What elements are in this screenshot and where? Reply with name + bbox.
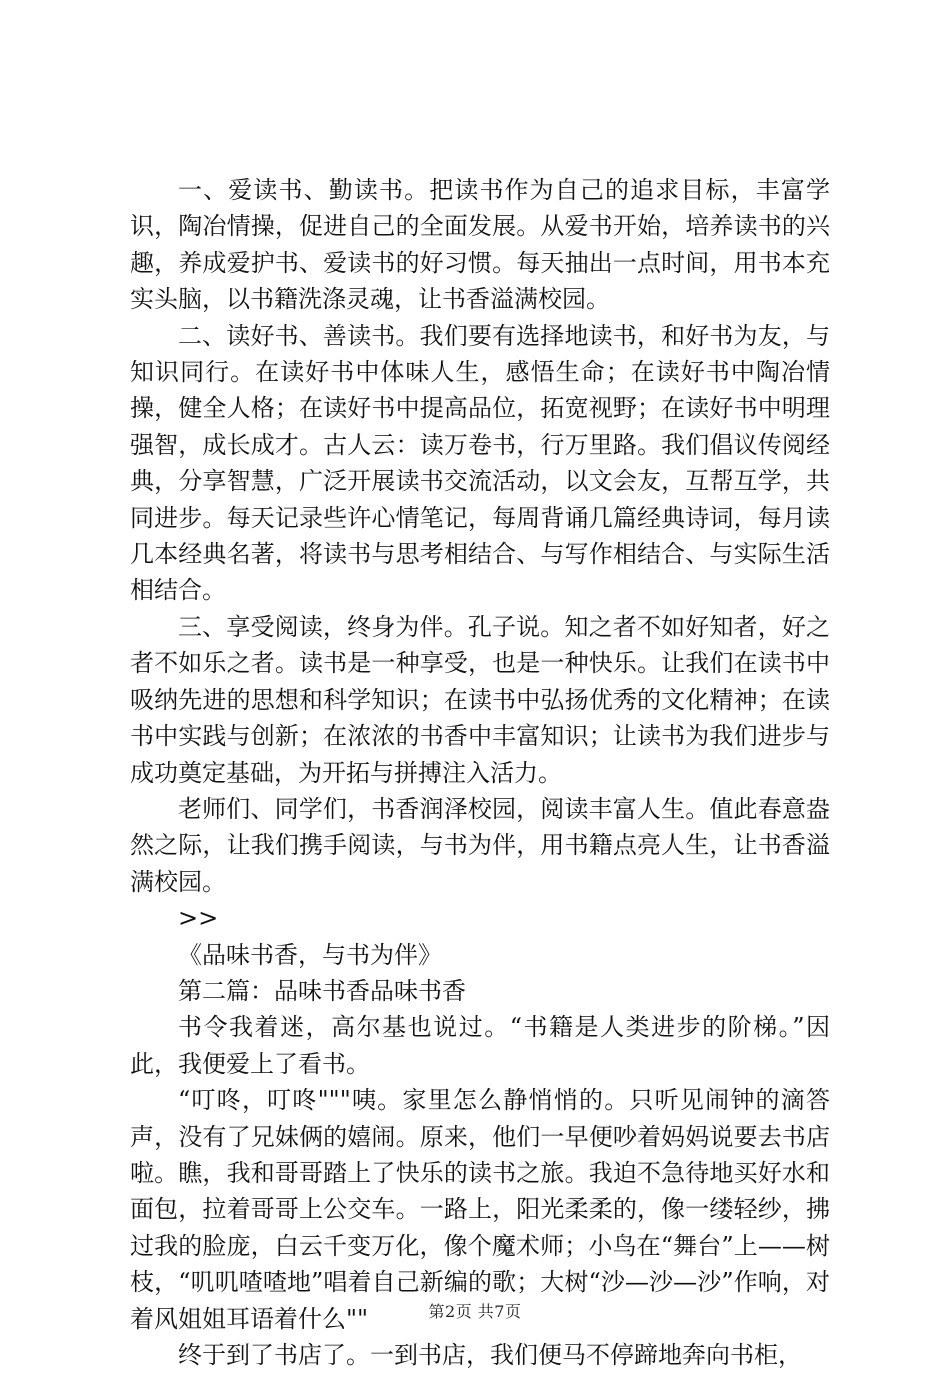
chapter-heading: 第二篇：品味书香品味书香 bbox=[178, 976, 466, 1005]
section-marker: >> bbox=[178, 904, 219, 933]
paragraph-6: “叮咚，叮咚"""咦。家里怎么静悄悄的。只听见闹钟的滴答声，没有了兄妹俩的嬉闹。原来，他们一早便吵着妈妈说要去书店啦。瞧，我和哥哥踏上了快乐的读书之旅。我迫不急待地买好水和面包，拉着哥哥上公交车。一路上，阳光柔柔的，像一缕轻纱，拂过我的脸庞，白云千变万化，像个魔术师；小鸟在“舞台”上——树枝，“叽叽喳喳地”唱着自己新编的歌；大树“沙—沙—沙”作响，对着风姐姐耳语着什么"" bbox=[130, 1086, 830, 1333]
paragraph-4: 老师们、同学们，书香润泽校园，阅读丰富人生。值此春意盎然之际，让我们携手阅读，与书为伴，用书籍点亮人生，让书香溢满校园。 bbox=[130, 794, 830, 896]
article-title: 《品味书香，与书为伴》 bbox=[178, 940, 442, 969]
document-body bbox=[130, 172, 830, 1373]
paragraph-7: 终于到了书店了。一到书店，我们便马不停蹄地奔向书柜， bbox=[178, 1341, 802, 1369]
paragraph-5: 书令我着迷，高尔基也说过。“书籍是人类进步的阶梯。”因此，我便爱上了看书。 bbox=[130, 1013, 830, 1078]
paragraph-2: 二、读好书、善读书。我们要有选择地读书，和好书为友，与知识同行。在读好书中体味人生，感悟生命；在读好书中陶冶情操，健全人格；在读好书中提高品位，拓宽视野；在读好书中明理强智，成长成才。古人云：读万卷书，行万里路。我们倡议传阅经典，分享智慧，广泛开展读书交流活动，以文会友，互帮互学，共同进步。每天记录些许心情笔记，每周背诵几篇经典诗词，每月读几本经典名著，将读书与思考相结合、与写作相结合、与实际生活相结合。 bbox=[130, 321, 830, 605]
paragraph-3: 三、享受阅读，终身为伴。孔子说。知之者不如好知者，好之者不如乐之者。读书是一种享受，也是一种快乐。让我们在读书中吸纳先进的思想和科学知识；在读书中弘扬优秀的文化精神；在读书中实践与创新；在浓浓的书香中丰富知识；让读书为我们进步与成功奠定基础，为开拓与拼搏注入活力。 bbox=[130, 612, 830, 787]
page-number-footer: 第2页 共7页 bbox=[428, 1302, 522, 1321]
paragraph-1: 一、爱读书、勤读书。把读书作为自己的追求目标，丰富学识，陶冶情操，促进自己的全面发展。从爱书开始，培养读书的兴趣，养成爱护书、爱读书的好习惯。每天抽出一点时间，用书本充实头脑，以书籍洗涤灵魂，让书香溢满校园。 bbox=[130, 176, 830, 314]
